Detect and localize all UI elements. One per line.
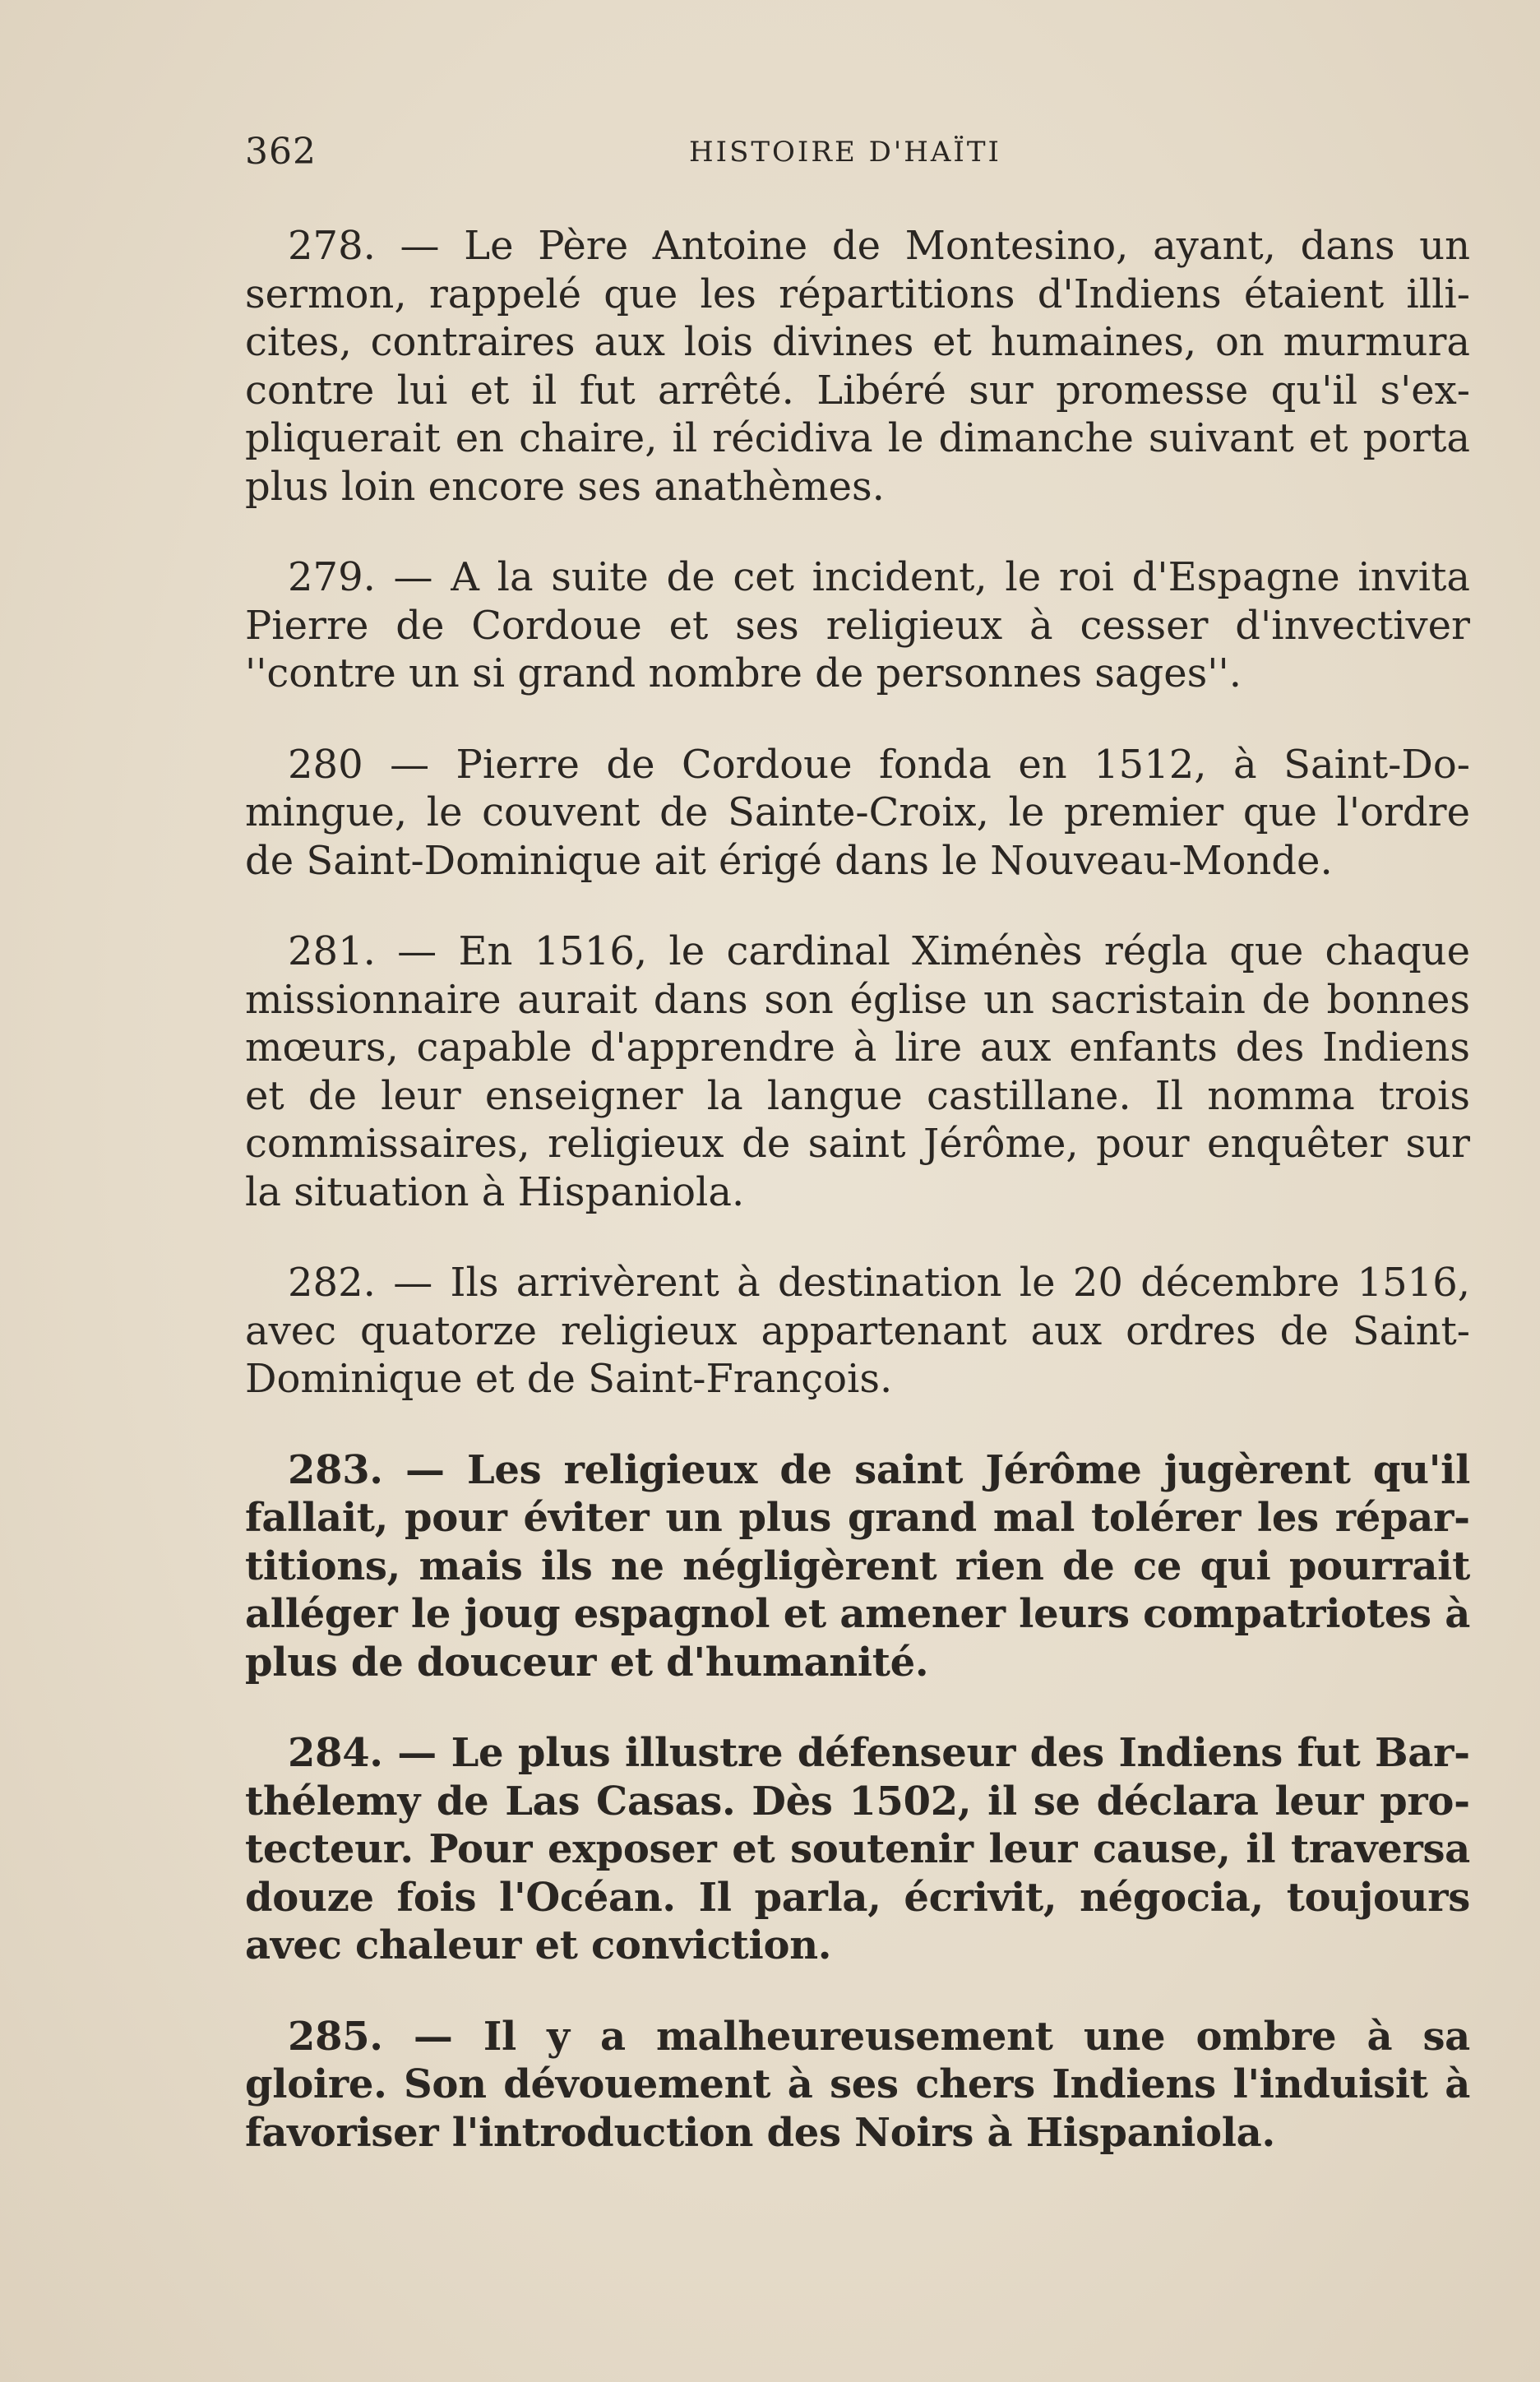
page-body <box>245 222 1470 2199</box>
page-number: 362 <box>245 131 317 173</box>
paragraph-282: 282. — Ils arrivèrent à destination le 20 décembre 1516, avec quatorze religieux appartenant aux ordres de Saint-Dominique et de Saint-François. <box>245 1260 1470 1402</box>
paragraph-284: 284. — Le plus illustre défenseur des Indiens fut Barthélemy de Las Casas. Dès 1502, il se déclara leur protecteur. Pour exposer et soutenir leur cause, il traversa douze fois l'Océan. Il parla, écrivit, négocia, toujours avec chaleur et conviction. <box>245 1730 1470 1968</box>
paragraph-281: 281. — En 1516, le cardinal Ximénès régla que chaque missionnaire aurait dans son église un sacristain de bonnes mœurs, capable d'apprendre à lire aux enfants des Indiens et de leur enseigner la langue castillane. Il nomma trois commissaires, religieux de saint Jérôme, pour enquêter sur la situation à Hispaniola. <box>245 928 1470 1215</box>
paragraph-285: 285. — Il y a malheureusement une ombre à sa gloire. Son dévouement à ses chers Indiens l'induisit à favoriser l'introduction des Noirs à Hispaniola. <box>245 2013 1470 2156</box>
paragraph-279: 279. — A la suite de cet incident, le roi d'Espagne invita Pierre de Cordoue et ses religieux à cesser d'invectiver ''contre un si grand nombre de personnes sages''. <box>245 554 1470 696</box>
running-title: HISTOIRE D'HAÏTI <box>689 136 1001 169</box>
paragraph-278: 278. — Le Père Antoine de Montesino, ayant, dans un sermon, rappelé que les répartitions d'Indiens étaient illicites, contraires aux lois divines et humaines, on murmura contre lui et il fut arrêté. Libéré sur promesse qu'il s'expliquerait en chaire, il récidiva le dimanche suivant et porta plus loin encore ses anathèmes. <box>245 223 1470 510</box>
page-header <box>245 123 1470 181</box>
paragraph-280: 280 — Pierre de Cordoue fonda en 1512, à Saint-Domingue, le couvent de Sainte-Croix, le premier que l'ordre de Saint-Dominique ait érigé dans le Nouveau-Monde. <box>245 741 1470 884</box>
paragraph-283: 283. — Les religieux de saint Jérôme jugèrent qu'il fallait, pour éviter un plus grand mal tolérer les répartitions, mais ils ne négligèrent rien de ce qui pourrait alléger le joug espagnol et amener leurs compatriotes à plus de douceur et d'humanité. <box>245 1446 1470 1686</box>
